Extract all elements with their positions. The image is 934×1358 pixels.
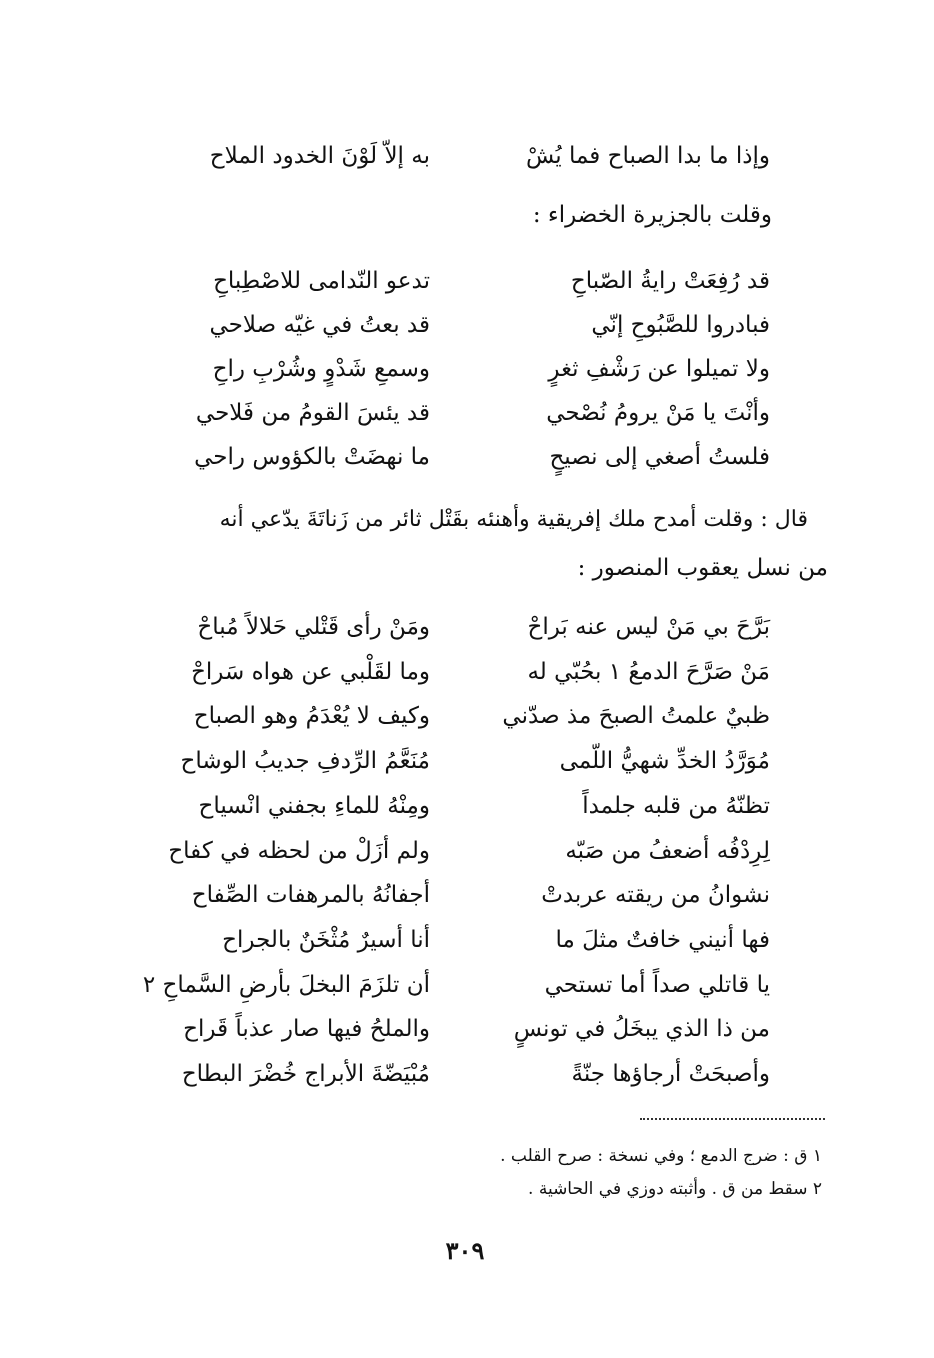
poem-2-first-hemistich: يا قاتلي صداً أما تستحي <box>544 971 770 998</box>
poem-2-first-hemistich: لِرِدْفُه أضعفُ من صَبّه <box>565 837 770 864</box>
poem-2-first-hemistich: وأصبحَتْ أرجاؤها جنّةً <box>571 1061 770 1087</box>
poem-2-second-hemistich: ولم أزَلْ من لحظه في كفاح <box>168 837 430 864</box>
poem-2-verse <box>150 657 770 687</box>
poem-2-second-hemistich: ومِنْهُ للماءِ بجفني انْسياح <box>198 792 430 819</box>
poem-2-verse <box>150 1014 770 1044</box>
poem-2-second-hemistich: والملحُ فيها صار عذباً قَراح <box>183 1016 430 1043</box>
footnote-1: ١ ق : ضرج الدمع ؛ وفي نسخة : صرح القلب . <box>500 1146 822 1166</box>
poem-2-verse <box>150 701 770 731</box>
poem-1-verse <box>150 398 770 428</box>
poem-1-second-hemistich: ما نهضَتْ بالكؤوس راحي <box>194 444 430 470</box>
poem-1-verse <box>150 310 770 340</box>
poem-2-verse <box>142 970 770 1000</box>
poem-1-first-hemistich: فبادروا للصَّبُوحِ إنّي <box>591 312 770 338</box>
page-number: ٣٠٩ <box>445 1236 485 1265</box>
poem-1-verse <box>150 354 770 384</box>
poem-2-first-hemistich: فها أنيني خافتٌ مثلَ ما <box>555 926 770 953</box>
poem-2-first-hemistich: ظبيٌ علمتُ الصبحَ مذ صدّني <box>502 703 770 730</box>
poem-2-verse <box>150 880 770 910</box>
poem-2-first-hemistich: بَرَّحَ بي مَنْ ليس عنه بَراحْ <box>527 614 770 640</box>
poem-1-first-hemistich: وأنْتَ يا مَنْ يرومُ نُصْحي <box>546 400 770 426</box>
intro-line-2b: من نسل يعقوب المنصور : <box>577 555 828 581</box>
poem-2-verse <box>150 746 770 776</box>
poem-2-second-hemistich: أن تلزَمَ البخلَ بأرضِ السَّماحِ ٢ <box>142 971 430 998</box>
footnote-2: ٢ سقط من ق . وأثبته دوزي في الحاشية . <box>528 1179 822 1199</box>
poem-2-verse <box>150 925 770 955</box>
poem-2-second-hemistich: ومَنْ رأى قَتْلي حَلالاً مُباحْ <box>197 614 430 640</box>
poem-2-second-hemistich: مُبْيَضّةَ الأبراج خُضْرَ البطاح <box>181 1061 430 1087</box>
poem-1-first-hemistich: ولا تميلوا عن رَشْفِ ثغرٍ <box>548 356 770 382</box>
poem-2-verse <box>150 612 770 642</box>
poem-2-first-hemistich: نشوانُ من ريقته عربدتْ <box>541 882 770 909</box>
opening-verse <box>150 141 770 171</box>
poem-1-verse <box>150 442 770 472</box>
opening-verse-second-hemistich: به إلاّ لَوْنَ الخدود الملاح <box>209 143 430 169</box>
poem-2-second-hemistich: أنا أسيرٌ مُثْخَنٌ بالجراح <box>222 926 430 953</box>
poem-2-second-hemistich: وكيف لا يُعْدَمُ وهو الصباح <box>193 703 430 730</box>
poem-2-second-hemistich: وما لقَلْبي عن هواه سَراحْ <box>191 658 430 685</box>
poem-2-second-hemistich: مُنَعَّمُ الرِّدفِ جديبُ الوشاح <box>180 748 430 775</box>
intro-line-1: وقلت بالجزيرة الخضراء : <box>532 202 772 228</box>
footnote-divider <box>640 1118 825 1120</box>
poem-1-second-hemistich: تدعو النّدامى للاصْطِباحِ <box>213 268 430 294</box>
poem-2-second-hemistich: أجفانُهُ بالمرهفات الصِّفاح <box>191 882 430 909</box>
poem-2-first-hemistich: تظنّهُ من قلبه جلمداً <box>582 792 770 819</box>
poem-1-verse <box>150 266 770 296</box>
poem-1-first-hemistich: فلستُ أصغي إلى نصيحٍ <box>549 444 770 470</box>
poem-2-first-hemistich: مُوَرَّدُ الخدِّ شهيُّ اللّمى <box>559 748 770 775</box>
poem-2-first-hemistich: مَنْ صَرَّحَ الدمعُ ١ بحُبّي له <box>527 658 770 685</box>
intro-line-2a: قال : وقلت أمدح ملك إفريقية وأهنئه بقَتْل ثائر من زَناتَةَ يدّعي أنه <box>219 507 808 532</box>
poem-1-second-hemistich: قد يئسَ القومُ من فَلاحي <box>195 400 430 426</box>
poem-2-verse <box>150 1059 770 1089</box>
poem-2-first-hemistich: من ذا الذي يبخَلُ في تونسٍ <box>513 1016 770 1043</box>
poem-1-first-hemistich: قد رُفِعَتْ رايةُ الصّباحِ <box>570 268 770 294</box>
poem-2-verse <box>150 791 770 821</box>
poem-2-verse <box>150 836 770 866</box>
poem-1-second-hemistich: قد بعتُ في غيّه صلاحي <box>209 312 430 338</box>
poem-1-second-hemistich: وسمعِ شَدْوٍ وشُرْبِ راحِ <box>212 356 430 382</box>
opening-verse-first-hemistich: وإذا ما بدا الصباح فما يُشْ <box>525 143 770 169</box>
